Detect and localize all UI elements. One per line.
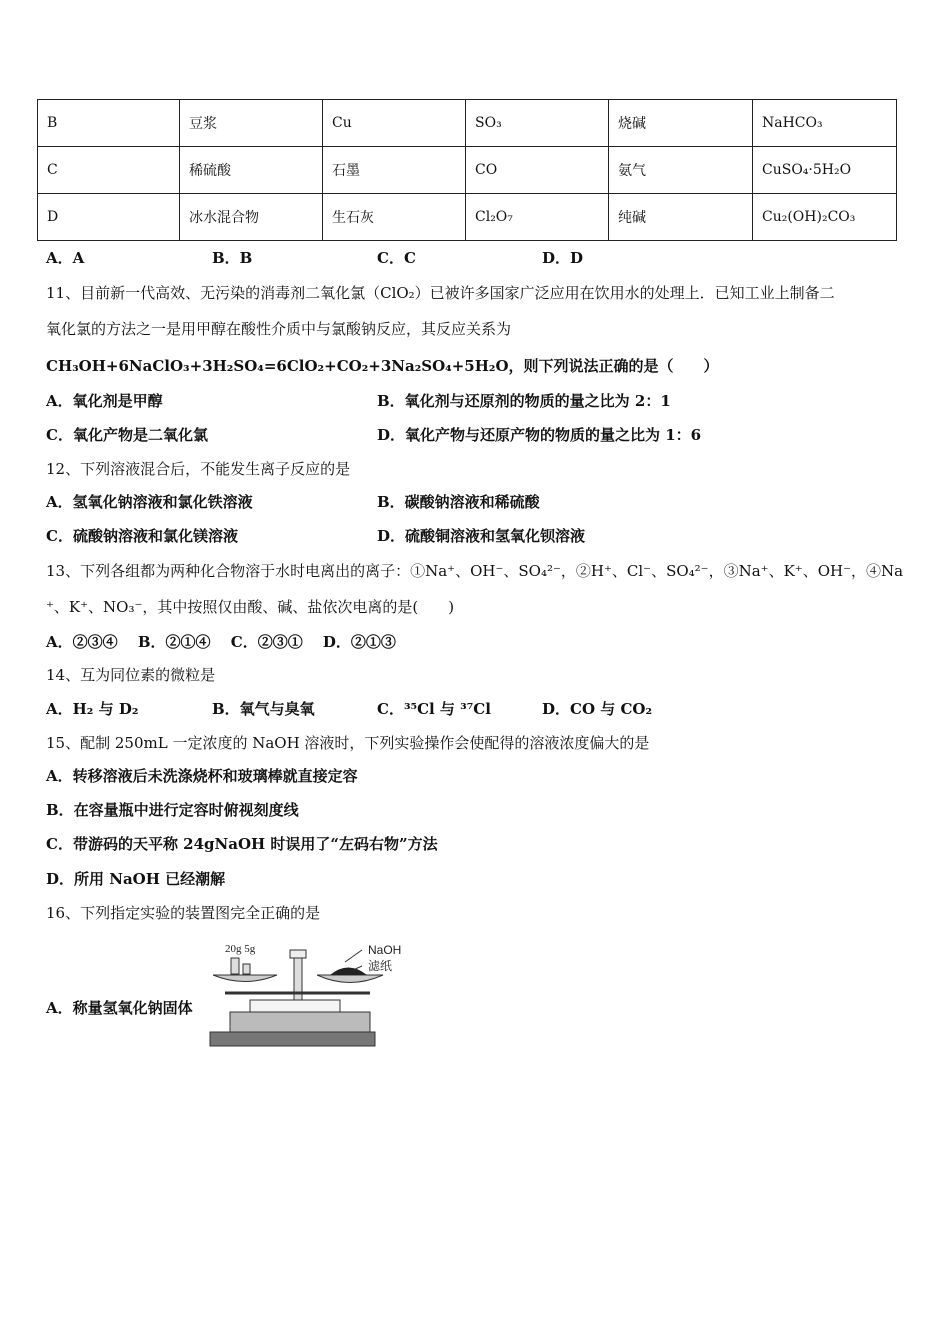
table-cell: C — [38, 147, 180, 194]
table-cell: B — [38, 100, 180, 147]
fig-naoh-label: NaOH — [368, 943, 402, 957]
q14-option-a: A．H₂ 与 D₂ — [46, 700, 139, 718]
weight-5g — [243, 964, 250, 974]
table-cell: CO — [466, 147, 609, 194]
table-cell: Cu₂(OH)₂CO₃ — [753, 194, 897, 241]
q10-option-a: A．A — [46, 249, 85, 267]
table-row — [38, 194, 897, 241]
q16-option-a: A．称量氢氧化钠固体 — [46, 999, 193, 1017]
table-row — [38, 147, 897, 194]
q14-stem: 14、互为同位素的微粒是 — [46, 666, 216, 684]
q11-option-c: C．氧化产物是二氧化氯 — [46, 426, 208, 444]
balance-figure — [205, 938, 415, 1053]
q10-option-c: C．C — [377, 249, 416, 267]
q15-option-c: C．带游码的天平称 24gNaOH 时误用了“左码右物”方法 — [46, 835, 438, 853]
table-row — [38, 100, 897, 147]
table-cell: 氨气 — [609, 147, 753, 194]
table-cell: Cu — [323, 100, 466, 147]
q11-option-d: D．氧化产物与还原产物的物质的量之比为 1：6 — [377, 426, 702, 444]
weight-20g — [231, 958, 239, 974]
q11-stem-line1: 11、目前新一代高效、无污染的消毒剂二氧化氯（ClO₂）已被许多国家广泛应用在饮用水的处理上．已知工业上制备二 — [46, 284, 835, 302]
table-cell: 纯碱 — [609, 194, 753, 241]
q13-options: A．②③④ B．②①④ C．②③① D．②①③ — [46, 633, 396, 651]
balance-base — [210, 1032, 375, 1046]
q11-option-a: A．氧化剂是甲醇 — [46, 392, 163, 410]
q15-option-d: D．所用 NaOH 已经潮解 — [46, 870, 226, 888]
pointer-top — [290, 950, 306, 958]
q14-option-d: D．CO 与 CO₂ — [542, 700, 653, 718]
q11-equation: CH₃OH+6NaClO₃+3H₂SO₄=6ClO₂+CO₂+3Na₂SO₄+5H₂O，则下列说法正确的是（ ） — [46, 357, 719, 375]
table-cell: 豆浆 — [180, 100, 323, 147]
table-cell: CuSO₄·5H₂O — [753, 147, 897, 194]
q14-option-b: B．氧气与臭氧 — [212, 700, 315, 718]
q10-option-b: B．B — [212, 249, 253, 267]
q14-option-c: C．³⁵Cl 与 ³⁷Cl — [377, 700, 491, 718]
q15-stem: 15、配制 250mL 一定浓度的 NaOH 溶液时，下列实验操作会使配得的溶液浓度偏大的是 — [46, 734, 650, 752]
scale-bar — [250, 1000, 340, 1012]
q15-option-a: A．转移溶液后未洗涤烧杯和玻璃棒就直接定容 — [46, 767, 358, 785]
q10-option-d: D．D — [542, 249, 584, 267]
table-cell: D — [38, 194, 180, 241]
q12-option-b: B．碳酸钠溶液和稀硫酸 — [377, 493, 540, 511]
q13-stem-line2: ⁺、K⁺、NO₃⁻，其中按照仅由酸、碱、盐依次电离的是( ) — [46, 598, 455, 616]
left-pan — [213, 975, 277, 982]
balance-body — [230, 1012, 370, 1032]
fig-leader-line — [345, 950, 362, 962]
q15-option-b: B．在容量瓶中进行定容时俯视刻度线 — [46, 801, 299, 819]
q11-option-b: B．氧化剂与还原剂的物质的量之比为 2：1 — [377, 392, 671, 410]
q13-stem-line1: 13、下列各组都为两种化合物溶于水时电离出的离子：①Na⁺、OH⁻、SO₄²⁻，②H⁺、Cl⁻、SO₄²⁻，③Na⁺、K⁺、OH⁻，④Na — [46, 562, 904, 580]
q12-option-c: C．硫酸钠溶液和氯化镁溶液 — [46, 527, 238, 545]
table-cell: SO₃ — [466, 100, 609, 147]
table-cell: 稀硫酸 — [180, 147, 323, 194]
q12-option-d: D．硫酸铜溶液和氢氧化钡溶液 — [377, 527, 586, 545]
fig-paper-label: 滤纸 — [368, 959, 393, 973]
balance-column — [294, 958, 302, 1004]
q11-stem-line2: 氧化氯的方法之一是用甲醇在酸性介质中与氯酸钠反应，其反应关系为 — [46, 320, 512, 338]
q16-stem: 16、下列指定实验的装置图完全正确的是 — [46, 904, 321, 922]
classification-table — [37, 99, 897, 241]
table-cell: Cl₂O₇ — [466, 194, 609, 241]
q12-stem: 12、下列溶液混合后，不能发生离子反应的是 — [46, 460, 351, 478]
table-cell: 生石灰 — [323, 194, 466, 241]
fig-weights-label: 20g 5g — [225, 943, 256, 955]
right-pan — [317, 975, 383, 983]
table-cell: 冰水混合物 — [180, 194, 323, 241]
table-cell: NaHCO₃ — [753, 100, 897, 147]
naoh-pile — [330, 968, 367, 976]
table-cell: 石墨 — [323, 147, 466, 194]
table-cell: 烧碱 — [609, 100, 753, 147]
q12-option-a: A．氢氧化钠溶液和氯化铁溶液 — [46, 493, 253, 511]
